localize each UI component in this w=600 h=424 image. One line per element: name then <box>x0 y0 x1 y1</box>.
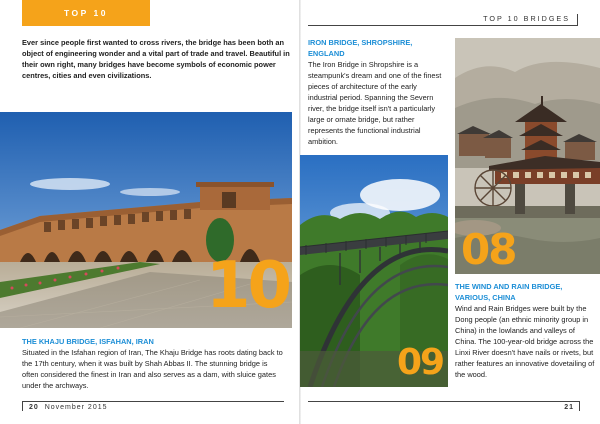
iron-bridge-title: IRON BRIDGE, SHROPSHIRE, ENGLAND <box>308 38 413 58</box>
footer-tick-right <box>579 401 580 411</box>
issue-date: November 2015 <box>44 404 108 411</box>
footer-rule-left <box>22 401 284 402</box>
khaju-bridge-title: THE KHAJU BRIDGE, ISFAHAN, IRAN <box>22 337 154 346</box>
footer-tick-left <box>22 401 23 411</box>
wind-and-rain-bridge-title: THE WIND AND RAIN BRIDGE, VARIOUS, CHINA <box>455 282 563 302</box>
rank-number-08: 08 <box>461 225 516 274</box>
header-rule <box>308 25 578 26</box>
wind-and-rain-bridge-body: Wind and Rain Bridges were built by the Dong people (an ethnic minority group in China) in the lowlands and valleys of China. The 100-year-old bridge across the Linxi River doesn't have nails or rivets, but rather features an innovative dovetailing of the wood. <box>455 304 595 379</box>
rank-number-10: 10 <box>206 249 290 323</box>
footer-left-folio <box>29 404 108 411</box>
running-head: TOP 10 BRIDGES <box>483 14 570 23</box>
rank-number-09: 09 <box>397 342 444 383</box>
right-page-number: 21 <box>564 404 574 411</box>
khaju-bridge-body: Situated in the Isfahan region of Iran, The Khaju Bridge has roots dating back to the 17th century, when it was built by Shah Abbas II. The stunning bridge is often considered the finest in Iran and also serves as a dam, with sluice gates under the archways. <box>22 348 283 390</box>
header-rule-tick <box>577 14 578 26</box>
left-page-number: 20 <box>29 404 39 411</box>
section-tab-badge: TOP 10 <box>22 0 150 26</box>
iron-bridge-body: The Iron Bridge in Shropshire is a steampunk's dream and one of the finest pieces of architecture of the early industrial period. Spanning the Severn river, the bridge itself isn't a particularly large or ornate bridge, but rather represents the functional industrial ambition. <box>308 60 442 146</box>
footer-rule-right <box>308 401 580 402</box>
intro-paragraph: Ever since people first wanted to cross rivers, the bridge has been both an object of engineering wonder and a vital part of trade and travel. Beautiful in their own right, many bridges have become symbols of economic power centres, cities and even civilizations. <box>22 38 290 80</box>
